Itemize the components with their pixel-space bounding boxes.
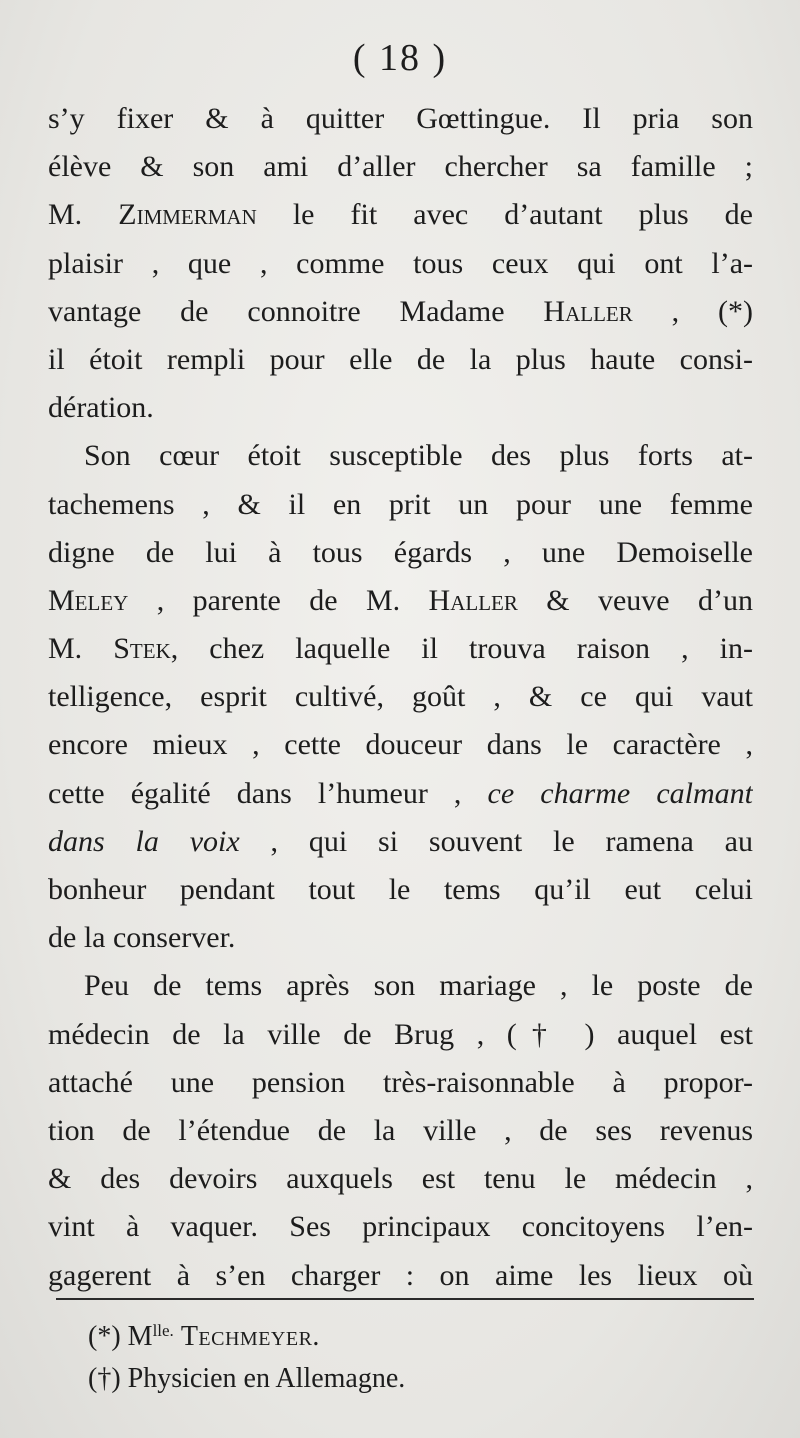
text-line: cette égalité dans l’humeur , ce charme calmant xyxy=(48,776,753,810)
footnotes xyxy=(88,1310,748,1400)
text-line: dans la voix , qui si souvent le ramena au xyxy=(48,824,753,858)
text-line: & des devoirs auxquels est tenu le médecin , xyxy=(48,1162,753,1196)
footnote-1: (*) $M^{lle.}$ Techmeyer. xyxy=(88,1321,320,1352)
text-line: plaisir , que , comme tous ceux qui ont l’a- xyxy=(48,246,753,280)
text-line: bonheur pendant tout le tems qu’il eut celui xyxy=(48,873,753,906)
body-text xyxy=(48,95,753,1300)
text-line: il étoit rempli pour elle de la plus haute consi- xyxy=(48,342,753,376)
text-line: Peu de tems après son mariage , le poste de xyxy=(84,969,753,1003)
footnote-rule xyxy=(56,1298,754,1300)
text-line: médecin de la ville de Brug , († ) auquel est xyxy=(48,1017,753,1051)
page-number: ( 18 ) xyxy=(352,37,448,79)
text-line: digne de lui à tous égards , une Demoiselle xyxy=(48,535,753,569)
text-line: vantage de connoitre Madame Haller , (*) xyxy=(48,294,753,328)
text-line: telligence, esprit cultivé, goût , & ce qui vaut xyxy=(48,680,753,714)
text-line: Son cœur étoit susceptible des plus forts at- xyxy=(84,439,753,473)
text-line: de la conserver. xyxy=(48,921,236,955)
text-line: vint à vaquer. Ses principaux concitoyens l’en- xyxy=(48,1210,753,1244)
text-line: tachemens , & il en prit un pour une femme xyxy=(48,487,753,521)
text-line: M. Zimmerman le fit avec d’autant plus de xyxy=(48,198,753,232)
text-line: gagerent à s’en charger : on aime les lieux où xyxy=(48,1258,753,1292)
text-line: attaché une pension très-raisonnable à propor- xyxy=(48,1065,753,1099)
text-line: encore mieux , cette douceur dans le caractère , xyxy=(48,728,753,762)
footnote-2: (†) Physicien en Allemagne. xyxy=(88,1363,406,1394)
text-line: élève & son ami d’aller chercher sa famille ; xyxy=(48,150,753,184)
text-line: Meley , parente de M. Haller & veuve d’un xyxy=(48,583,753,617)
text-line: dération. xyxy=(48,391,154,425)
text-line: s’y fixer & à quitter Gœttingue. Il pria son xyxy=(48,102,753,135)
text-line: tion de l’étendue de la ville , de ses revenus xyxy=(48,1113,753,1147)
text-line: M. Stek, chez laquelle il trouva raison , in- xyxy=(48,632,753,666)
